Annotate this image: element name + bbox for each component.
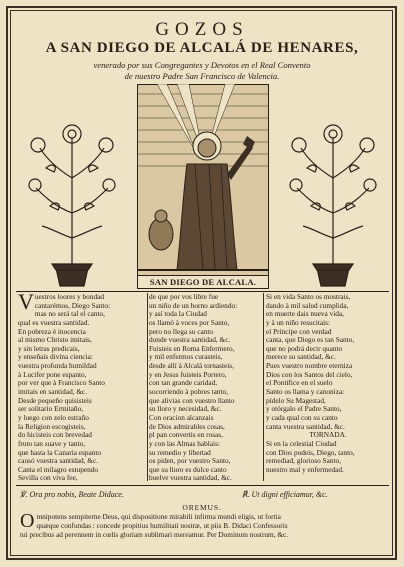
oremus-heading: OREMUS. [182,503,222,512]
verse-line: pl pan convertis en rosas, [149,430,223,440]
dedication-line-1: venerado por sus Congregantes y Devotos en el Real Convento [93,60,311,70]
verse-line: dando à mil salud cumplida, [266,300,349,310]
flower-vase-left-icon [26,118,118,290]
verse-line: socorriendo à pobres tanto, [149,387,229,397]
verse-line: por ver que à Francisco Santo [18,378,105,388]
verses [18,289,388,483]
verse-line: desde allí à Alcalá tornasteis, [149,361,234,371]
flower-vase-right-icon [287,118,379,290]
verse-line: Sevilla con viva fee, [18,473,78,483]
verse-line: do hicisteis con brevedad [18,430,92,440]
verse-line: y mil enfermos curasteis, [149,352,223,362]
verse-line: causó vuestra santidad, &c. [18,456,99,466]
prayer-line: quæque confundas : concede propitius humilitati nostræ, ut piis B. Didaci Confessoris [36,521,288,531]
tornada-title: TORNADA. [309,430,347,440]
verse-line: Pues vuestro nombre eterniza [266,361,353,371]
verse-line: y con las Almas hablais: [149,438,220,448]
verse-line: Canta el milagro estupendo [18,464,99,474]
tornada-line: nuestro mal y enfermedad. [266,464,344,474]
verse-line: Con oracion alcanzais [149,412,214,422]
verse-line: ser solitario Ermitaño, [18,404,84,414]
verse-line: y cada qual con su canto [266,412,338,422]
verse-line: y así toda la Ciudad [149,309,207,319]
verse-line: con tan grande caridad, [149,378,218,388]
verse-line: la Religion escogisteis, [18,421,86,431]
saint-woodcut-image [137,84,269,276]
verse-line: el Pontífice en el suelo [266,378,333,388]
verse-line: que no podrá decir quanto [266,343,343,353]
prayer-text [20,512,388,540]
verse-line: que su lloro es dulce canto [149,464,227,474]
verse-line: que alivias con vuestro llanto [149,395,235,405]
divider-bottom [16,485,389,486]
verse-line: fruto tan suave y tanto, [18,438,86,448]
verse-line: que hasta la Canaria espanto [18,447,102,457]
verse-line: y sin letras predicais, [18,343,80,353]
verse-line: Si en vida Santo os mostrais, [266,292,351,301]
verse-line: en muerte dais nueva vida, [266,309,345,319]
tornada-line: remediad, glorioso Santo, [266,456,341,466]
tornada-line: Si en la celestial Ciudad [266,438,337,448]
verse-line: un niño de un horno ardiendo: [149,300,238,310]
verse-line: y luego con zelo estraño [18,412,89,422]
verse-line: os llamó à voces por Santo, [149,317,230,327]
verse-line: donde vuestra santidad, &c. [149,335,231,345]
verse-line: y enseñais divina ciencia: [18,352,93,362]
verse-line: En pobreza è inocencia [18,326,86,336]
verse-line: el Príncipe con verdad [266,326,332,336]
subtitle: A SAN DIEGO DE ALCALÁ DE HENARES, [45,40,359,56]
verse-line: su lloro y necesidad, &c. [149,404,222,414]
verse-column-2 [149,293,267,483]
verse-line: uestros loores y bondad [34,292,104,301]
main-title: GOZOS [155,19,249,40]
verse-line: os piden, por vuestro Santo, [149,456,231,466]
image-caption: SAN DIEGO DE ALCALA. [137,275,269,289]
verse-column-1 [18,289,140,483]
prayer-line: tui precibus ad perennem in cœlis gloriam sublimari mereamur. Per Dominum nostrum, &c. [20,530,289,540]
verse-line: cantarémos, Diego Santo: [34,300,111,310]
dedication-line-2: de nuestro Padre San Francisco de Valencia. [124,71,280,81]
versicle: ℣. Ora pro nobis, Beate Didace. [20,490,124,499]
verse-line: y en Jesus fuisteis Portero, [149,369,227,379]
verse-line: Desde pequeño quisisteis [18,395,92,405]
verse-line: à Lucifer pone espanto, [18,369,87,379]
verse-line: imitais en santidad, &c. [18,387,88,397]
prayer-drop-cap: O [20,510,35,532]
verse-line: merece su santidad, &c. [266,352,336,362]
verse-column-3 [266,293,390,474]
verse-line: vuestra profunda humildad [18,361,97,371]
verse-line: mas no será tal el canto, [34,309,105,319]
prayer-line: mnipotens sempiterne Deus, qui dispositione mirabili infirma mundi eligis, ut fortia [36,512,281,521]
verse-line: pídelo Su Magestad, [266,395,326,405]
response: ℟. Ut digni efficiamur, &c. [242,490,328,499]
verse-line: qual es vuestra santidad. [18,317,90,327]
verse-line: al mismo Christo imitais, [18,335,92,345]
verse-line: de que por vos libre fue [149,292,219,301]
drop-cap: V [18,289,34,314]
verse-line: Fuisteis en Roma Enfermero, [149,343,235,353]
verse-line: y à un niño resucitais: [266,317,331,327]
verse-line: Santo os llama y canoniza: [266,387,345,397]
verse-line: Dios con los Santos del cielo, [266,369,353,379]
verse-line: pero no llega su canto [149,326,214,336]
verse-line: canta vuestra santidad, &c. [266,421,345,431]
verse-line: su remedio y libertad [149,447,211,457]
verse-line: buelve vuestra santidad, &c. [149,473,232,483]
verse-line: y otórgalo el Padre Santo, [266,404,342,414]
tornada-line: con Dios podeis, Diego, tanto, [266,447,355,457]
verse-line: canta, que Diego es tan Santo, [266,335,355,345]
verse-line: de Dios admirables cosas, [149,421,225,431]
